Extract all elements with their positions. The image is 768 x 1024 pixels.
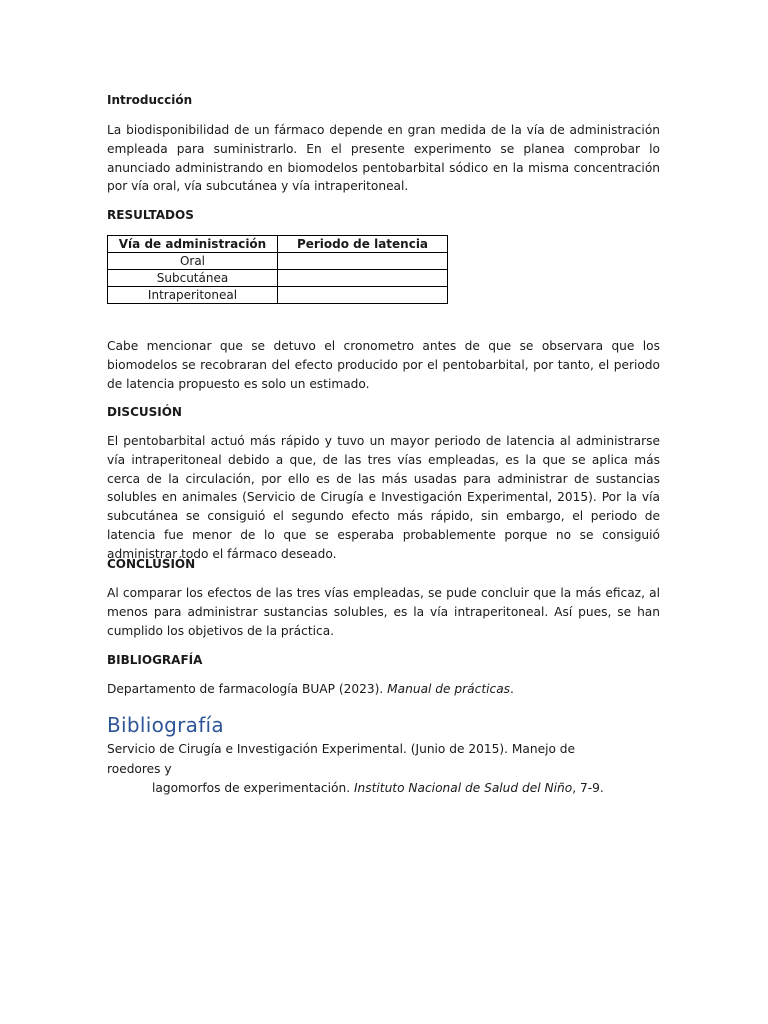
bibliography-list-line1: Servicio de Cirugía e Investigación Experimental. (Junio de 2015). Manejo de roedores y	[107, 742, 576, 776]
discussion-paragraph: El pentobarbital actuó más rápido y tuvo un mayor periodo de latencia al administrarse vía intraperitoneal debido a que, de las tres vías empleadas, es la que se aplica más cerca de la circulación, por ello es de las más usadas para administrar de sustancias solubles en animales (Servicio de Cirugía e Investigación Experimental, 2015). Por la vía subcutánea se consiguió el segundo efecto más rápido, sin embargo, el periodo de latencia fue menor de lo que se esperaba probablemente porque no se consiguió administrar todo el fármaco deseado.	[107, 434, 660, 561]
bibliography-list-pages: , 7-9.	[572, 781, 604, 795]
bibliography-title: Bibliografía	[107, 713, 224, 737]
table-cell-latencia	[278, 253, 448, 270]
table-header-via: Vía de administración	[108, 236, 278, 253]
bibliography-entry-title: Manual de prácticas	[387, 682, 511, 696]
bibliography-entry-text: Departamento de farmacología BUAP (2023).	[107, 682, 388, 696]
results-table	[107, 235, 448, 304]
table-header-row	[108, 236, 448, 253]
bibliography-list-entry	[107, 740, 627, 799]
conclusion-heading: CONCLUSIÓN	[107, 557, 196, 571]
intro-heading: Introducción	[107, 93, 193, 107]
bibliography-heading: BIBLIOGRAFÍA	[107, 653, 203, 667]
table-cell-via: Oral	[108, 253, 278, 270]
conclusion-paragraph: Al comparar los efectos de las tres vías empleadas, se pude concluir que la más eficaz, al menos para administrar sustancias solubles, es la vía intraperitoneal. Así pues, se han cumplido los objetivos de la práctica.	[107, 586, 660, 638]
bibliography-entry	[107, 680, 660, 699]
table-cell-via: Intraperitoneal	[108, 287, 278, 304]
table-cell-latencia	[278, 270, 448, 287]
results-note: Cabe mencionar que se detuvo el cronometro antes de que se observara que los biomodelos se recobraran del efecto producido por el pentobarbital, por tanto, el periodo de latencia propuesto es solo un estimado.	[107, 339, 660, 391]
table-cell-latencia	[278, 287, 448, 304]
intro-paragraph: La biodisponibilidad de un fármaco depende en gran medida de la vía de administración empleada para suministrarlo. En el presente experimento se planea comprobar lo anunciado administrando en biomodelos pentobarbital sódico en la misma concentración por vía oral, vía subcutánea y vía intraperitoneal.	[107, 123, 660, 194]
table-row	[108, 287, 448, 304]
bibliography-list-line2	[107, 779, 627, 799]
discussion-heading: DISCUSIÓN	[107, 405, 182, 419]
results-heading: RESULTADOS	[107, 208, 194, 222]
bibliography-list-line2-text: lagomorfos de experimentación.	[152, 781, 354, 795]
table-row	[108, 270, 448, 287]
table-header-latencia: Periodo de latencia	[278, 236, 448, 253]
table-row	[108, 253, 448, 270]
table-cell-via: Subcutánea	[108, 270, 278, 287]
bibliography-list-journal: Instituto Nacional de Salud del Niño	[353, 781, 573, 795]
bibliography-entry-end: .	[510, 682, 514, 696]
